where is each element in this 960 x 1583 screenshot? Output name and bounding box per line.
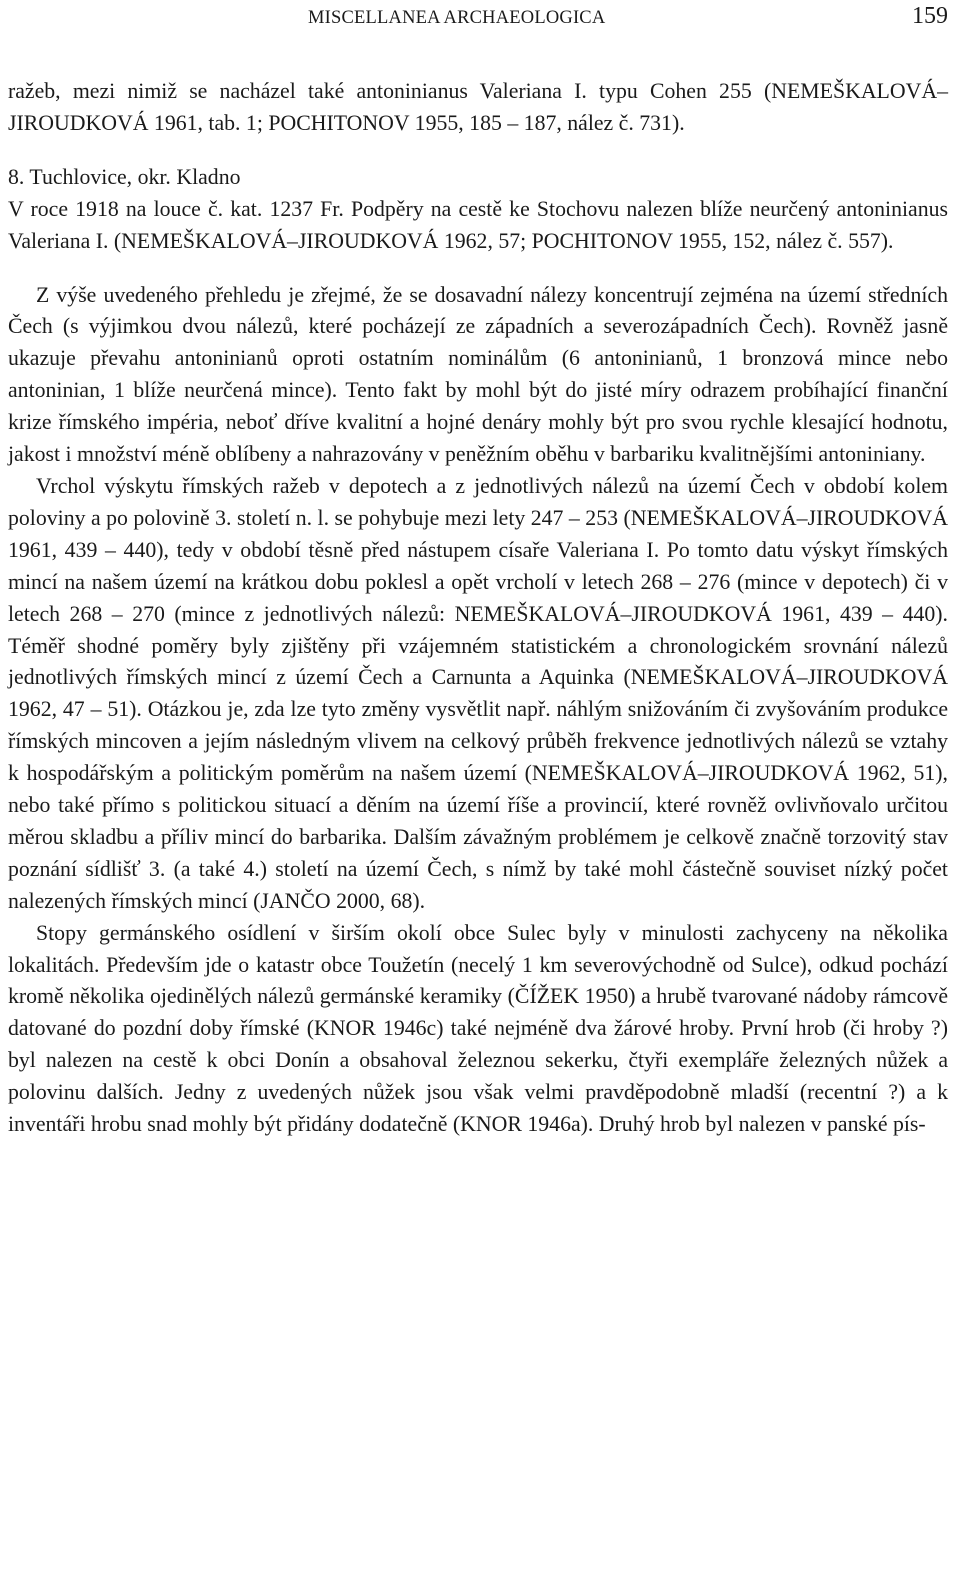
paragraph-chronology: Vrchol výskytu římských ražeb v depotech a z jednotlivých nálezů na území Čech v období kolem poloviny a po polovině 3. století n. l. se pohybuje mezi lety 247 – 253 (NEMEŠKALOVÁ–JIROUDKOVÁ 1961, 439 – 440), tedy v období těsně před nástupem císaře Valeriana I. Po tomto datu výskyt římských mincí na našem území na krátkou dobu poklesl a opět vrcholí v letech 268 – 276 (mince v depotech) či v letech 268 – 270 (mince z jednotlivých nálezů: NEMEŠKALOVÁ–JIROUDKOVÁ 1961, 439 – 440). Téměř shodné poměry byly zjištěny při vzájemném statistickém a chronologickém srovnání nálezů jednotlivých římských mincí z území Čech a Carnunta a Aquinka (NEMEŠKALOVÁ–JIROUDKOVÁ 1962, 47 – 51). Otázkou je, zda lze tyto změny vysvětlit např. náhlým snižováním či zvyšováním produkce římských mincoven a jejím následným vlivem na celkový průběh frekvence jednotlivých nálezů se vztahy k hospodářským a politickým poměrům na našem území (NEMEŠKALOVÁ–JIROUDKOVÁ 1962, 51), nebo také přímo s politickou situací a děním na území říše a provincií, které rovněž ovlivňovalo určitou měrou skladbu a příliv mincí do barbarika. Dalším závažným problémem je celkově značně torzovitý stav poznání sídlišť 3. (a také 4.) století na území Čech, s nímž by také mohl částečně souviset nízký počet nalezených římských mincí (JANČO 2000, 68). bbox=[8, 473, 948, 913]
paragraph-summary: Z výše uvedeného přehledu je zřejmé, že se dosavadní nálezy koncentrují zejména na území středních Čech (s výjimkou dvou nálezů, které pocházejí ze západních a severozápadních Čech). Rovněž jasně ukazuje převahu antoninianů oproti ostatním nominálům (6 antoninianů, 1 bronzová mince nebo antoninian, 1 blíže neurčená mince). Tento fakt by mohl být do jisté míry odrazem probíhající finanční krize římského impéria, neboť dříve kvalitní a hojné denáry mohly být pro svou rychle klesající hodnotu, jakost i množství méně oblíbeny a nahrazovány v peněžním oběhu v barbariku kvalitnějšími antoniniany. bbox=[8, 282, 948, 467]
document-page bbox=[8, 0, 948, 1141]
paragraph-continuation: ražeb, mezi nimiž se nacházel také antoninianus Valeriana I. typu Cohen 255 (NEMEŠKALOVÁ–JIROUDKOVÁ 1961, tab. 1; POCHITONOV 1955, 185 – 187, nález č. 731). bbox=[8, 79, 948, 135]
page-number: 159 bbox=[912, 3, 948, 29]
article-body bbox=[8, 76, 948, 1141]
paragraph-site-description: V roce 1918 na louce č. kat. 1237 Fr. Podpěry na cestě ke Stochovu nalezen blíže neurčený antoninianus Valeriana I. (NEMEŠKALOVÁ–JIROUDKOVÁ 1962, 57; POCHITONOV 1955, 152, nález č. 557). bbox=[8, 196, 948, 253]
running-header bbox=[8, 2, 948, 42]
journal-title: MISCELLANEA ARCHAEOLOGICA bbox=[308, 8, 606, 28]
site-heading: 8. Tuchlovice, okr. Kladno bbox=[8, 164, 241, 189]
paragraph-settlement: Stopy germánského osídlení v širším okolí obce Sulec byly v minulosti zachyceny na několika lokalitách. Především jde o katastr obce Toužetín (necelý 1 km severovýchodně od Sulce), odkud pochází kromě několika ojedinělých nálezů germánské keramiky (ČÍŽEK 1950) a hrubě tvarované nádoby rámcově datované do pozdní doby římské (KNOR 1946c) také nejméně dva žárové hroby. První hrob (či hroby ?) byl nalezen na cestě k obci Donín a obsahoval železnou sekerku, čtyři exempláře železných nůžek a polovinu dalších. Jedny z uvedených nůžek jsou však velmi pravděpodobně mladší (recentní ?) a k inventáři hrobu snad mohly být přidány dodatečně (KNOR 1946a). Druhý hrob byl nalezen v panské pís- bbox=[8, 920, 948, 1137]
